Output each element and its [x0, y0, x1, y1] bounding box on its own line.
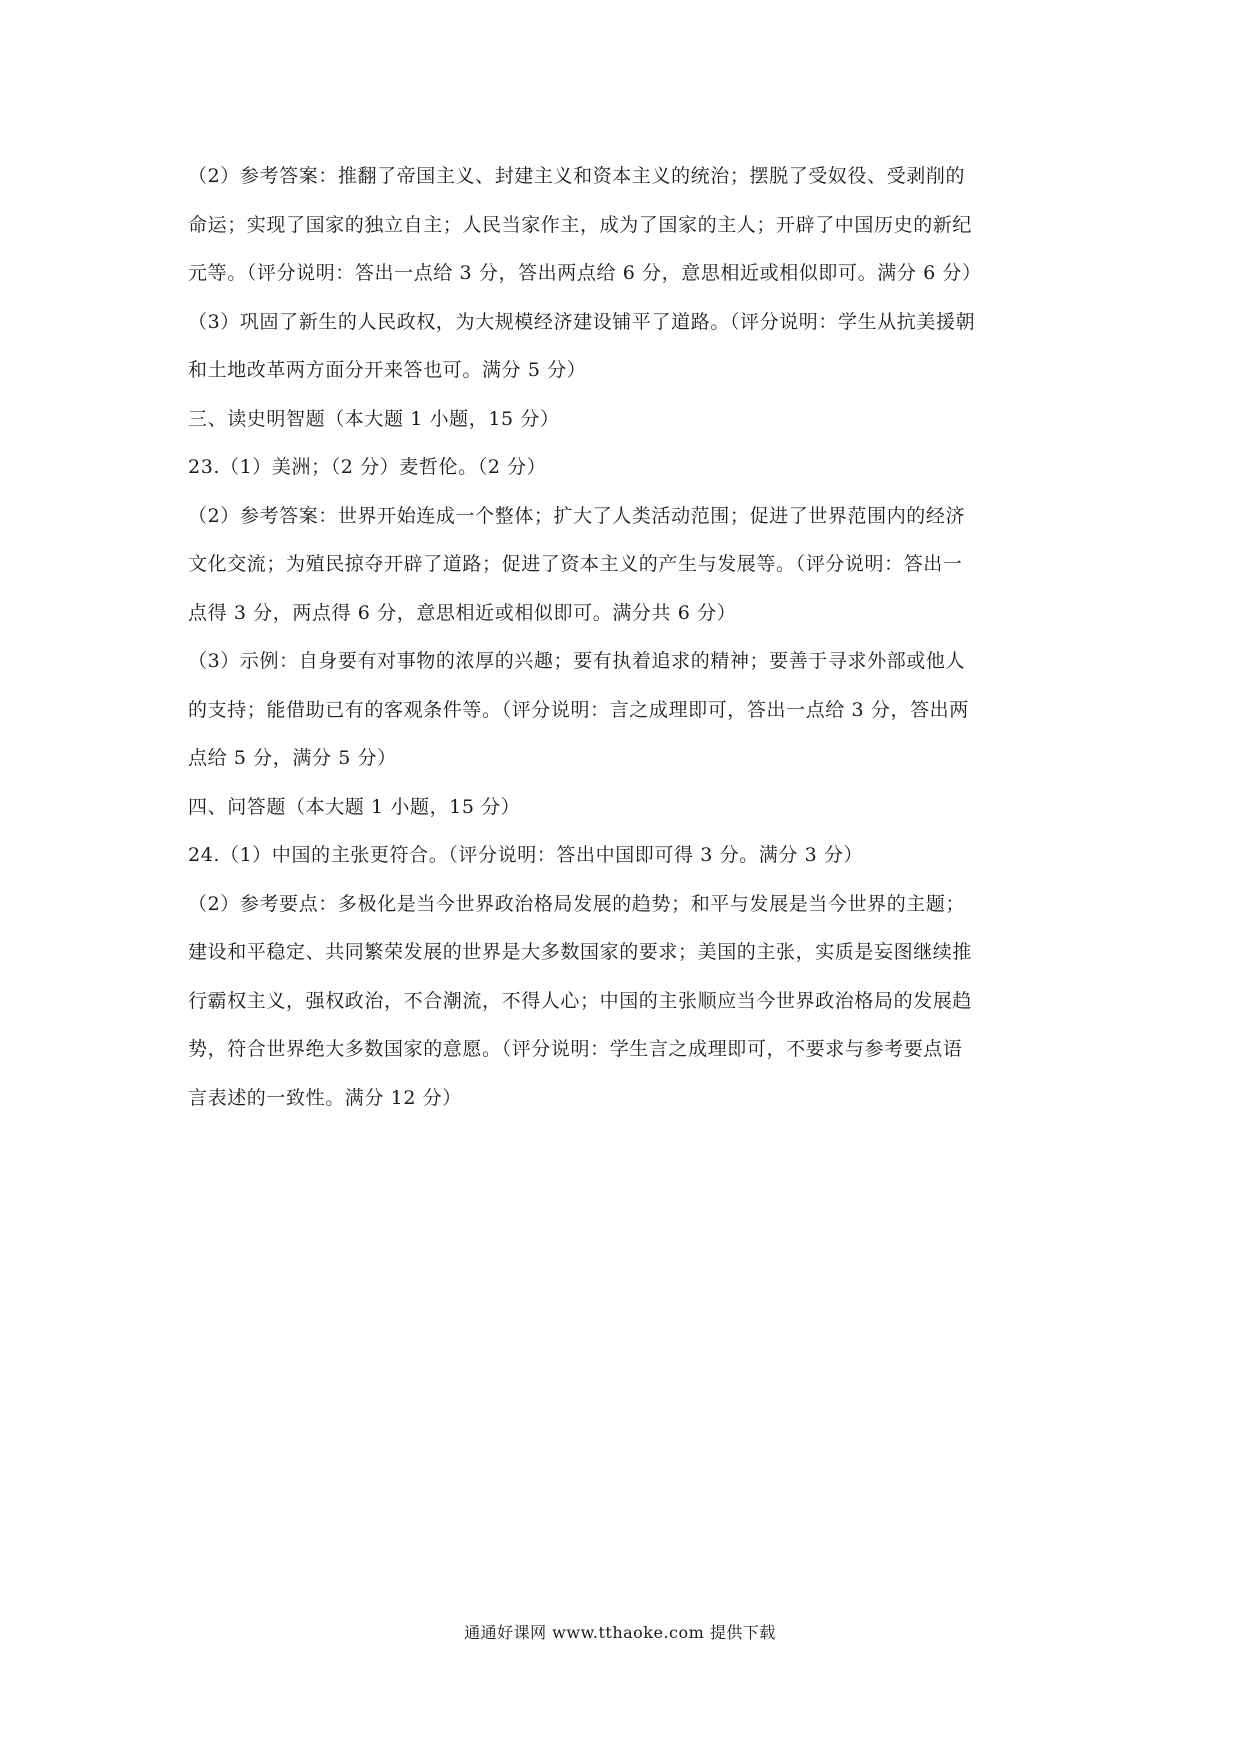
text-line: 势，符合世界绝大多数国家的意愿。（评分说明：学生言之成理即可，不要求与参考要点语 — [188, 1038, 963, 1060]
section-heading: 四、问答题（本大题 1 小题，15 分） — [188, 795, 521, 818]
text-line: 点得 3 分，两点得 6 分，意思相近或相似即可。满分共 6 分） — [188, 601, 737, 624]
text-line: 和土地改革两方面分开来答也可。满分 5 分） — [188, 359, 587, 381]
text-line: （3）示例：自身要有对事物的浓厚的兴趣；要有执着追求的精神；要善于寻求外部或他人 — [188, 650, 966, 672]
text-line: 23.（1）美洲；（2 分）麦哲伦。（2 分） — [188, 456, 547, 478]
text-line: 文化交流；为殖民掠夺开辟了道路；促进了资本主义的产生与发展等。（评分说明：答出一 — [188, 553, 963, 575]
section-heading: 三、读史明智题（本大题 1 小题，15 分） — [188, 407, 560, 430]
text-line: （2）参考答案：推翻了帝国主义、封建主义和资本主义的统治；摆脱了受奴役、受剥削的 — [188, 165, 966, 187]
text-line: 行霸权主义，强权政治，不合潮流，不得人心；中国的主张顺应当今世界政治格局的发展趋 — [188, 989, 973, 1012]
text-line: 建设和平稳定、共同繁荣发展的世界是大多数国家的要求；美国的主张，实质是妄图继续推 — [188, 941, 973, 963]
text-line: 24.（1）中国的主张更符合。（评分说明：答出中国即可得 3 分。满分 3 分） — [188, 844, 864, 866]
text-line: （2）参考答案：世界开始连成一个整体；扩大了人类活动范围；促进了世界范围内的经济 — [188, 504, 966, 527]
text-line: 的支持；能借助已有的客观条件等。（评分说明：言之成理即可，答出一点给 3 分，答出两 — [188, 698, 969, 721]
text-line: 言表述的一致性。满分 12 分） — [188, 1086, 462, 1109]
text-line: （3）巩固了新生的人民政权，为大规模经济建设铺平了道路。（评分说明：学生从抗美援朝 — [188, 310, 976, 333]
text-line: 元等。（评分说明：答出一点给 3 分，答出两点给 6 分，意思相近或相似即可。满分 6 分） — [188, 262, 982, 284]
text-line: 命运；实现了国家的独立自主；人民当家作主，成为了国家的主人；开辟了中国历史的新纪 — [188, 213, 973, 236]
answer-text-body — [188, 152, 1068, 1122]
text-line: （2）参考要点：多极化是当今世界政治格局发展的趋势；和平与发展是当今世界的主题； — [188, 892, 966, 915]
text-line: 点给 5 分，满分 5 分） — [188, 747, 397, 769]
page-footer: 通通好课网 www.tthaoke.com 提供下载 — [464, 1623, 776, 1642]
